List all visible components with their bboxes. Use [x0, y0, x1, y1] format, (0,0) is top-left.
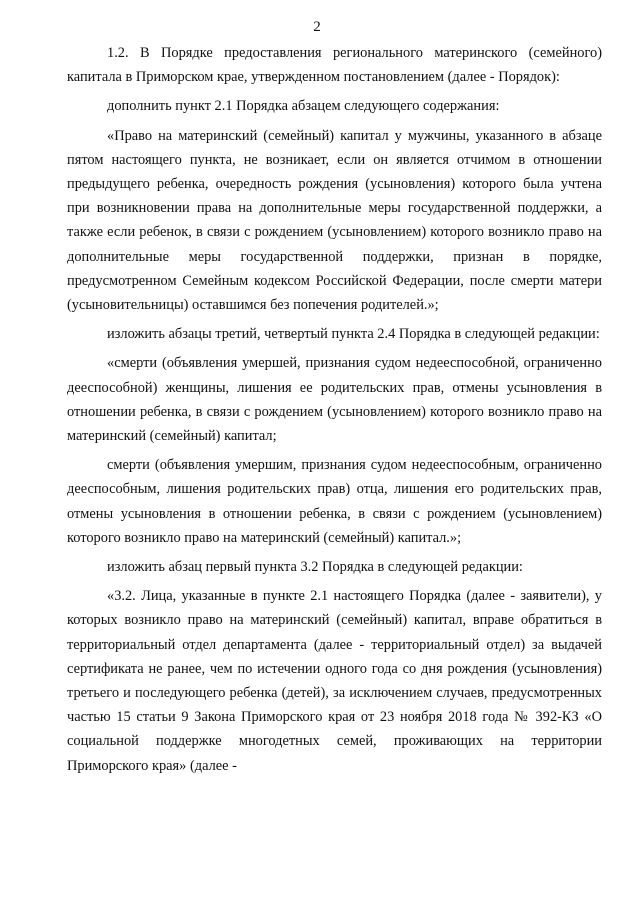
paragraph-new-text-3-2: «3.2. Лица, указанные в пункте 2.1 настоящего Порядка (далее - заявители), у которых возникло право на материнский (семейный) капитал, вправе обратиться в территориальный отдел департамента (далее - территориальный отдел) за выдачей сертификата не ранее, чем по истечении одного года со дня рождения (усыновления) третьего и последующего ребенка (детей), за исключением случаев, предусмотренных частью 15 статьи 9 Закона Приморского края от 23 ноября 2018 года № 392-КЗ «О социальной поддержке многодетных семей, проживающих на территории Приморского края» (далее - — [67, 588, 602, 774]
paragraph-new-text-2-1: «Право на материнский (семейный) капитал у мужчины, указанного в абзаце пятом настоящего пункта, не возникает, если он является отчимом в отношении предыдущего ребенка, очередность рождения (усыновления) которого была учтена при возникновении права на дополнительные меры государственной поддержки, а также если ребенок, в связи с рождением (усыновлением) которого возникло право на дополнительные меры государственной поддержки, признан в порядке, предусмотренном Семейным кодексом Российской Федерации, после смерти матери (усыновительницы) оставшимся без попечения родителей.»; — [67, 127, 602, 314]
paragraph-amend-3-2: изложить абзац первый пункта 3.2 Порядка в следующей редакции: — [107, 559, 523, 576]
paragraph-new-text-2-4-third: «смерти (объявления умершей, признания судом недееспособной, ограниченно дееспособной) женщины, лишения ее родительских прав, отмены усыновления в отношении ребенка, в связи с рождением (усыновлением) которого возникло право на материнский (семейный) капитал; — [67, 355, 602, 445]
paragraph-1-2-intro: 1.2. В Порядке предоставления регионального материнского (семейного) капитала в Приморском крае, утвержденном постановлением (далее - Порядок): — [67, 45, 602, 86]
paragraph-amend-2-1: дополнить пункт 2.1 Порядка абзацем следующего содержания: — [107, 98, 500, 115]
page-number: 2 — [313, 19, 321, 35]
paragraph-amend-2-4: изложить абзацы третий, четвертый пункта 2.4 Порядка в следующей редакции: — [107, 326, 600, 343]
document-body — [67, 41, 602, 778]
paragraph-new-text-2-4-fourth: смерти (объявления умершим, признания судом недееспособным, ограниченно дееспособным, лишения родительских прав) отца, лишения его родительских прав, отмены усыновления в отношении ребенка, в связи с рождением (усыновлением) которого возникло право на материнский (семейный) капитал.»; — [67, 457, 602, 546]
